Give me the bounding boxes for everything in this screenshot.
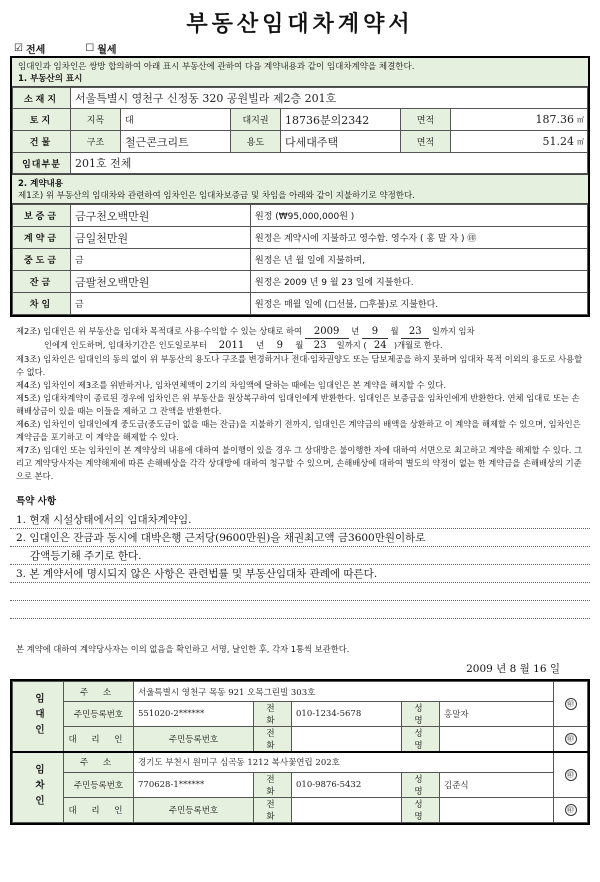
rent-text[interactable]: 금 [71, 293, 251, 315]
section1-title: 1. 부동산의 표시 [18, 74, 83, 84]
clause2-year2[interactable]: 2011 [209, 339, 253, 353]
lessee-agent-label: 대 리 인 [64, 797, 134, 822]
lessee-address-label: 주 소 [64, 752, 134, 772]
usage-label: 용도 [231, 131, 281, 153]
lessor-agent-name-label: 성 명 [402, 727, 440, 753]
land-area-label: 면적 [401, 109, 451, 130]
option-jeonse[interactable] [14, 41, 45, 56]
special-line-2[interactable]: 2. 임대인은 잔금과 동시에 대박은행 근저당(9600만원)을 채권최고액 금3600만원이하로 [10, 529, 590, 547]
lessor-seal-cell [554, 682, 588, 727]
building-area-label: 면적 [401, 131, 451, 152]
clause2-text-months: )개월로 한다. [393, 340, 443, 350]
property-frame [10, 56, 590, 317]
clause2 [16, 325, 584, 353]
lessee-id[interactable]: 770628-1****** [134, 772, 254, 797]
special-line-5[interactable] [10, 583, 590, 601]
section2-title: 2. 계약내용 [18, 179, 63, 189]
contract-money-note[interactable]: 원정은 계약시에 지불하고 영수함. 영수자 ( 홍 말 자 ) ㊞ [251, 227, 588, 249]
option-wolse[interactable] [85, 41, 116, 56]
clause5: 제5조) 임대차계약이 종료된 경우에 임차인은 위 부동산을 원상복구하여 임대인에게 반환한다. 임대인은 보증금을 임차인에게 반환한다. 연체 임대료 또는 손해배상금이 있을 때는 이들을 제하고 그 잔액을 반환한다. [16, 393, 580, 416]
clause2-month1[interactable]: 9 [362, 325, 388, 339]
balance-label: 잔금 [13, 271, 71, 293]
lessee-agent-phone-label: 전 화 [254, 797, 292, 822]
rent-note[interactable]: 원정은 매월 일에 (□선불, □후불)로 지불한다. [251, 293, 588, 315]
intro-text: 임대인과 임차인은 쌍방 합의하여 아래 표시 부동산에 관하여 다음 계약내용과 같이 임대차계약을 체결한다. [18, 62, 415, 72]
lessee-agent-id-label: 주민등록번호 [134, 797, 254, 822]
lessor-name[interactable]: 홍말자 [440, 702, 554, 727]
location-value[interactable]: 서울특별시 영천구 신정동 320 공원빌라 제2층 201호 [71, 88, 588, 109]
special-line-6[interactable] [10, 601, 590, 619]
lessor-agent-label: 대 리 인 [64, 727, 134, 753]
clause2-year1[interactable]: 2009 [305, 325, 349, 339]
land-right-label: 대지권 [231, 109, 281, 131]
property-table [12, 87, 588, 174]
location-label: 소재지 [13, 88, 71, 109]
option-wolse-label: 월세 [97, 44, 117, 56]
clause3: 제3조) 임차인은 임대인의 동의 없이 위 부동산의 용도나 구조를 변경하거나 전대·임차권양도 또는 담보제공을 하지 못하며 임대차 목적 이외의 용도로 사용할 수 없다. [16, 354, 583, 377]
lessor-agent-phone-label: 전 화 [254, 727, 292, 753]
payment-table [12, 204, 588, 315]
lessee-phone-label: 전 화 [254, 772, 292, 797]
structure-value[interactable]: 철근콘크리트 [121, 131, 231, 153]
land-category-value[interactable]: 대 [121, 109, 231, 131]
clause2-text-year1: 년 [351, 326, 360, 336]
section1-header [12, 58, 588, 87]
lessee-address[interactable]: 경기도 부천시 원미구 심곡동 1212 복사꽃연립 202호 [134, 752, 554, 772]
deposit-text[interactable]: 금구천오백만원 [71, 205, 251, 227]
land-area-unit: ㎡ [577, 115, 584, 124]
clause2-text-day1: 일까지 임차 [431, 326, 475, 336]
lessee-agent-phone[interactable] [292, 797, 402, 822]
special-line-1[interactable]: 1. 현재 시설상태에서의 임대차계약임. [10, 511, 590, 529]
clause2-day1[interactable]: 23 [401, 325, 429, 339]
lessee-seal-icon: ㊞ [565, 769, 577, 781]
clause2-text-month2: 월 [295, 340, 304, 350]
parties-frame [10, 679, 590, 825]
special-terms [10, 511, 590, 619]
lessor-agent-seal-cell [554, 727, 588, 753]
contract-type-row [10, 40, 590, 56]
structure-label: 구조 [71, 131, 121, 153]
building-area-cell [401, 131, 588, 153]
middle-payment-text[interactable]: 금 [71, 249, 251, 271]
balance-text[interactable]: 금팔천오백만원 [71, 271, 251, 293]
middle-payment-label: 중도금 [13, 249, 71, 271]
document-title: 부동산임대차계약서 [186, 12, 414, 37]
lessor-agent-seal-icon: ㊞ [565, 733, 577, 745]
lessor-phone[interactable]: 010-1234-5678 [292, 702, 402, 727]
clause4: 제4조) 임차인이 제3조를 위반하거나, 임차연체액이 2기의 차임액에 달하는 때에는 임대인은 본 계약을 해지할 수 있다. [16, 380, 446, 390]
lessee-side-label: 임차인 [13, 752, 64, 822]
lessee-agent-name[interactable] [440, 797, 554, 822]
lessor-side-label: 임대인 [13, 682, 64, 753]
lessor-agent-phone[interactable] [292, 727, 402, 753]
contract-date[interactable]: 2009 년 8 월 16 일 [466, 663, 560, 675]
land-area-cell [401, 109, 588, 131]
clause7: 제7조) 임대인 또는 임차인이 본 계약상의 내용에 대하여 불이행이 있을 경우 그 상대방은 불이행한 자에 대하여 서면으로 최고하고 계약을 해제할 수 있다. 그리고 계약당사자는 계약해제에 따른 손해배상을 각각 상대방에 대하여 청구할 수 있으며, 손해배상에 대하여 별도의 약정이 없는 한 계약금을 손해배상의 기준으로 본다. [16, 445, 583, 481]
lessor-agent-name[interactable] [440, 727, 554, 753]
contract-money-label: 계약금 [13, 227, 71, 249]
special-line-3[interactable]: 감액등기해 주기로 한다. [10, 547, 590, 565]
clause2-text-b: 인에게 인도하며, 임대차기간은 인도일로부터 [44, 340, 207, 350]
special-terms-title: 특약 사항 [16, 496, 57, 507]
lessee-agent-seal-cell [554, 797, 588, 822]
lessor-agent-id-label: 주민등록번호 [134, 727, 254, 753]
land-label: 토지 [13, 109, 71, 131]
clauses [10, 325, 590, 483]
lessee-name[interactable]: 김준식 [440, 772, 554, 797]
confirmation-text: 본 계약에 대하여 계약당사자는 이의 없음을 확인하고 서명, 날인한 후, 각자 1통씩 보관한다. [16, 644, 350, 654]
lease-part-value[interactable]: 201호 전체 [71, 153, 588, 174]
lessor-address[interactable]: 서울특별시 영천구 목동 921 오목그린빌 303호 [134, 682, 554, 702]
deposit-won[interactable]: 원정 (₩95,000,000원 ) [251, 205, 588, 227]
lessor-address-label: 주 소 [64, 682, 134, 702]
clause1-text: 제1조) 위 부동산의 임대차와 관련하여 임차인은 임대차보증금 및 차임을 아래와 같이 지불하기로 약정한다. [18, 191, 415, 201]
lessee-phone[interactable]: 010-9876-5432 [292, 772, 402, 797]
clause2-text-a: 제2조) 임대인은 위 부동산을 임대차 목적대로 사용·수익할 수 있는 상태로 하여 [16, 326, 302, 336]
land-category-label: 지목 [71, 109, 121, 131]
clause2-text-month1: 월 [390, 326, 399, 336]
middle-payment-note[interactable]: 원정은 년 월 일에 지불하며, [251, 249, 588, 271]
rent-label: 차임 [13, 293, 71, 315]
lessor-phone-label: 전 화 [254, 702, 292, 727]
clause2-text-day2: 일까지 ( [336, 340, 367, 350]
checkbox-checked-icon[interactable]: ☑ [14, 42, 23, 54]
building-area-unit: ㎡ [577, 137, 584, 146]
balance-note[interactable]: 원정은 2009 년 9 월 23 일에 지불한다. [251, 271, 588, 293]
clause2-month2[interactable]: 9 [267, 339, 293, 353]
parties-table [12, 681, 588, 823]
lessee-id-label: 주민등록번호 [64, 772, 134, 797]
contract-money-text[interactable]: 금일천만원 [71, 227, 251, 249]
land-area-value[interactable]: 187.36 [535, 113, 574, 126]
section2-header [12, 174, 588, 204]
building-label: 건물 [13, 131, 71, 153]
building-area-value[interactable]: 51.24 [542, 135, 574, 148]
special-line-4[interactable]: 3. 본 계약서에 명시되지 않은 사항은 관련법률 및 부동산임대차 관례에 따른다. [10, 565, 590, 583]
checkbox-unchecked-icon[interactable]: ☐ [85, 42, 95, 54]
lessee-agent-seal-icon: ㊞ [565, 804, 577, 816]
lessor-name-label: 성 명 [402, 702, 440, 727]
usage-value[interactable]: 다세대주택 [281, 131, 401, 153]
clause2-day2[interactable]: 23 [306, 339, 334, 353]
clause6: 제6조) 임차인이 임대인에게 중도금(중도금이 없을 때는 잔금)을 지불하기 전까지, 임대인은 계약금의 배액을 상환하고 이 계약을 해제할 수 있으며, 임차인은 계약금을 포기하고 이 계약을 해제할 수 있다. [16, 419, 581, 442]
deposit-label: 보증금 [13, 205, 71, 227]
lease-part-label: 임대부분 [13, 153, 71, 174]
lessee-name-label: 성 명 [402, 772, 440, 797]
option-jeonse-label: 전세 [25, 44, 46, 56]
clause2-text-year2: 년 [256, 340, 265, 350]
lessor-id[interactable]: 551020-2****** [134, 702, 254, 727]
lessor-seal-icon: ㊞ [565, 698, 577, 710]
lessor-id-label: 주민등록번호 [64, 702, 134, 727]
lessee-agent-name-label: 성 명 [402, 797, 440, 822]
land-right-value[interactable]: 18736분의2342 [281, 109, 401, 131]
clause2-months[interactable]: 24 [369, 339, 391, 353]
lessee-seal-cell [554, 752, 588, 797]
